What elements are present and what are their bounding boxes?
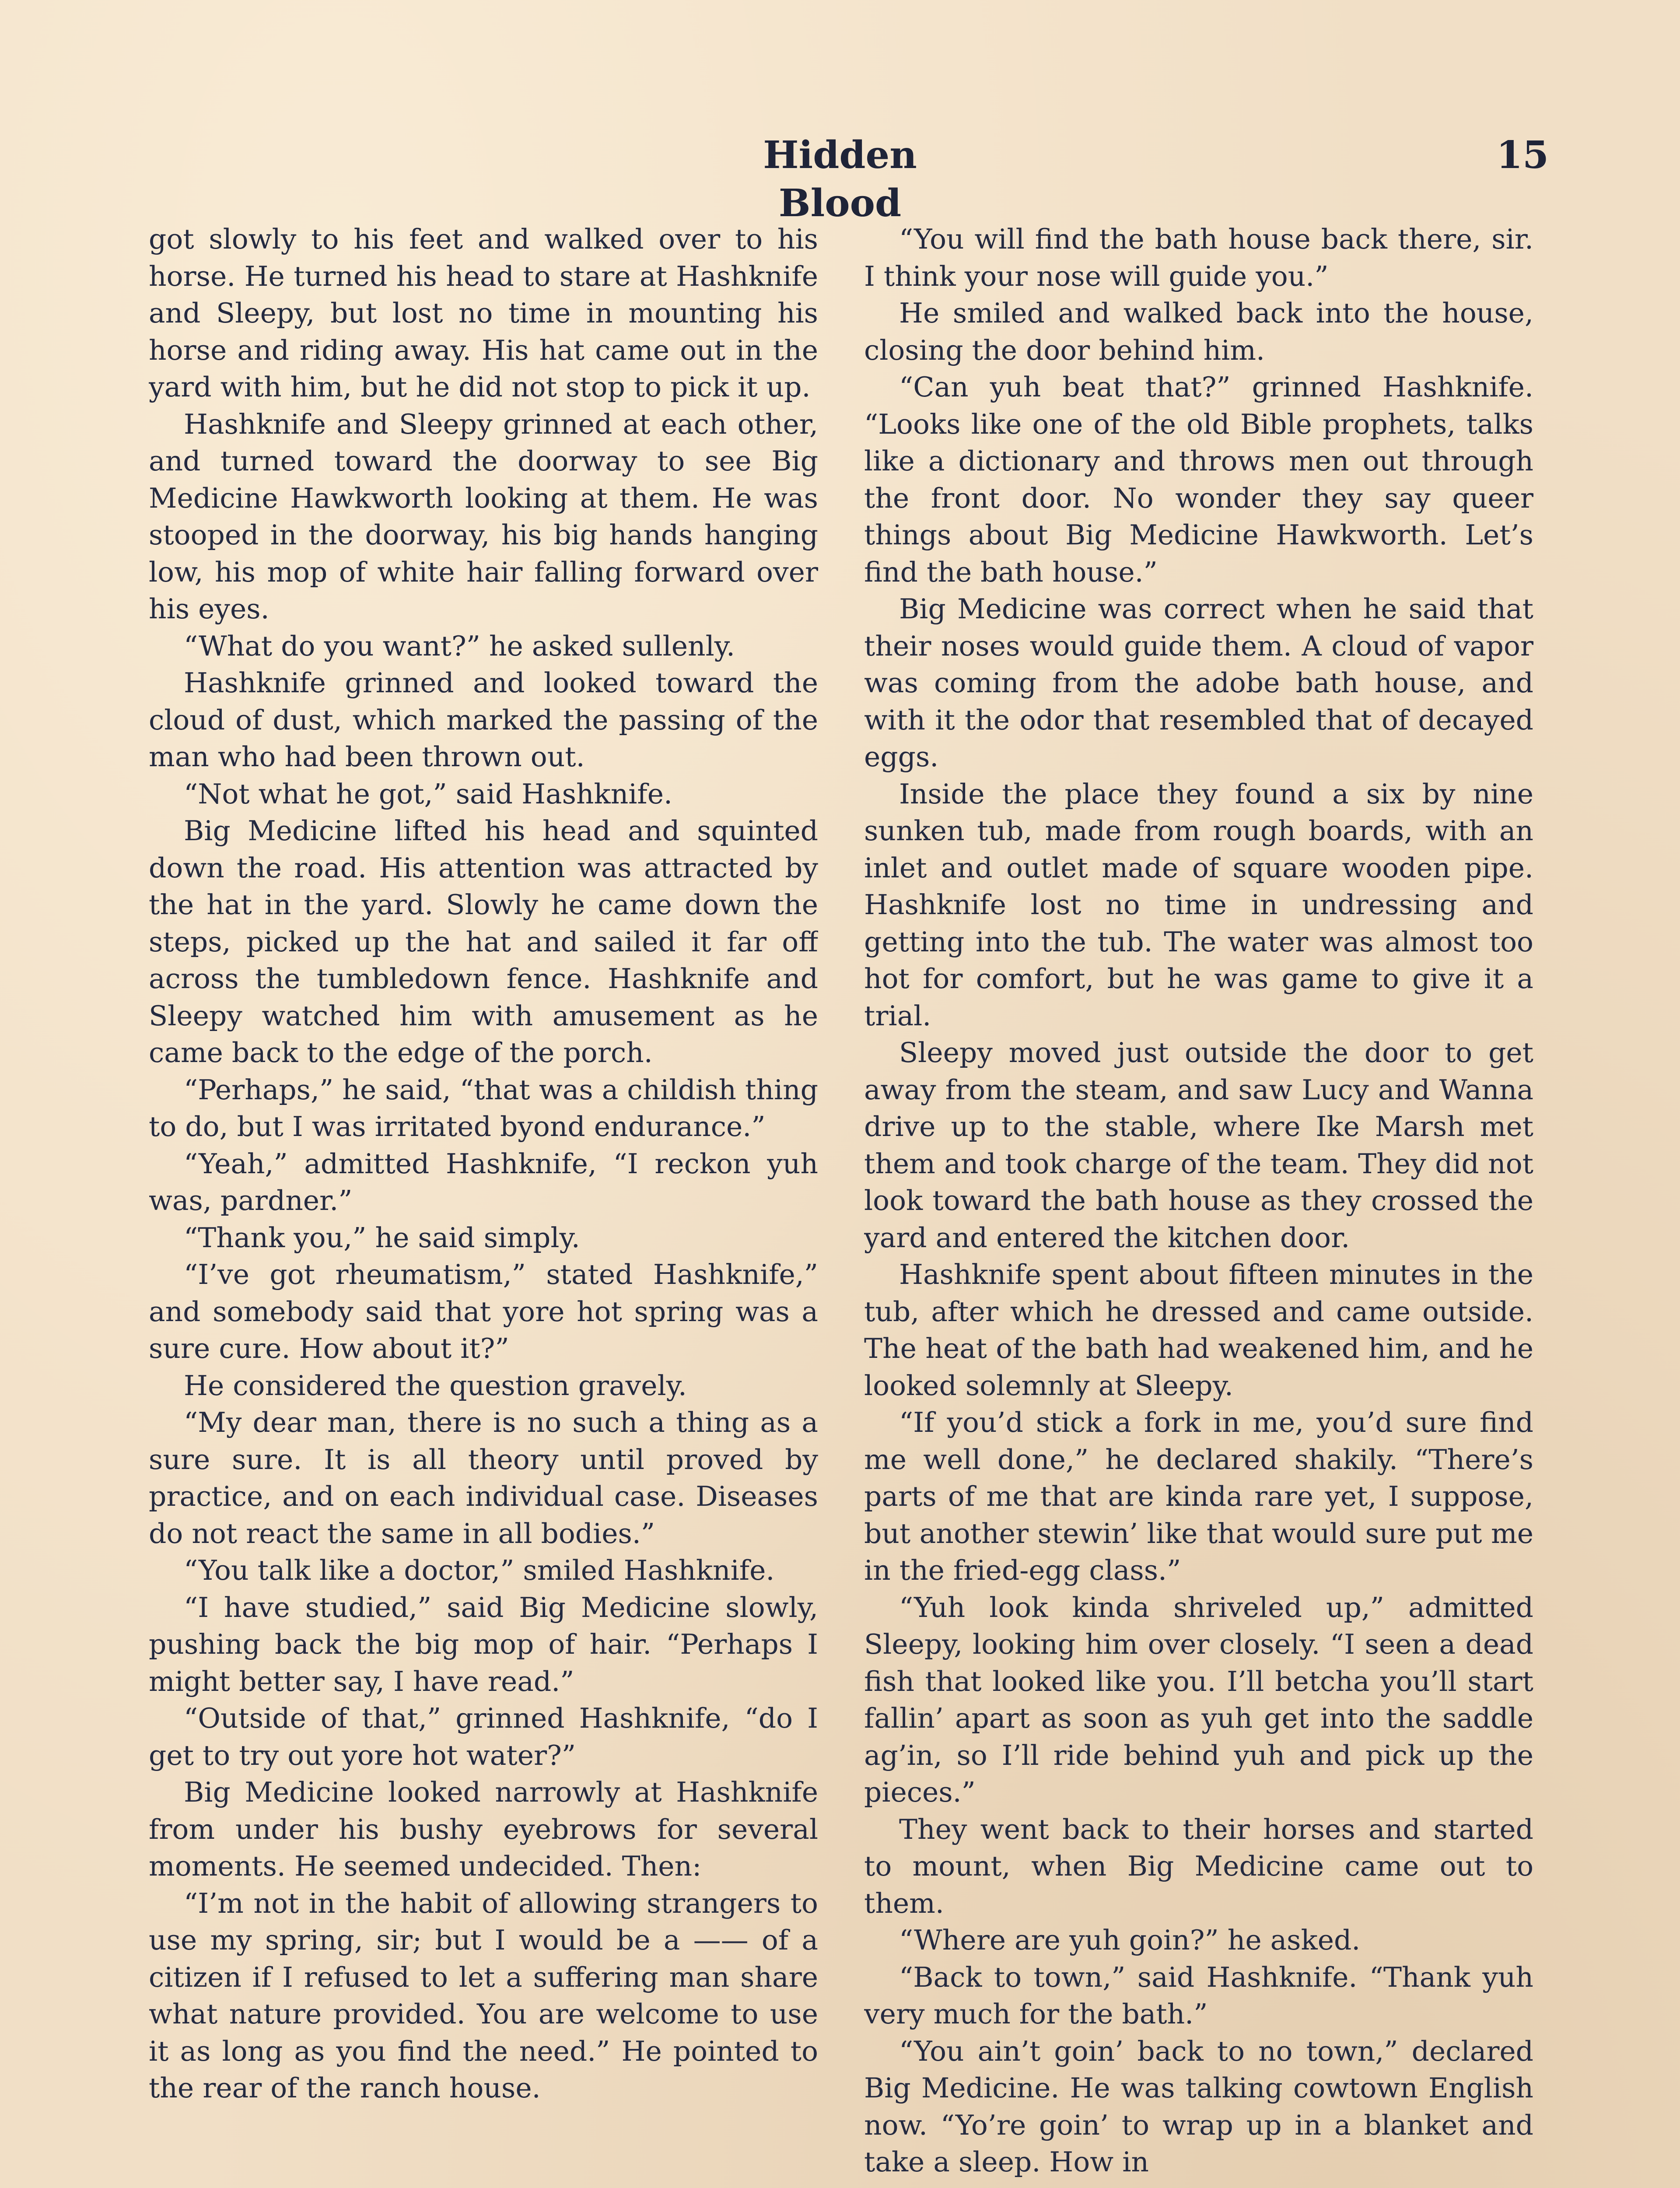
- paragraph: “You will find the bath house back there, sir. I think your nose will guide you.”: [864, 223, 1533, 292]
- paragraph: “Yuh look kinda shriveled up,” admitted Sleepy, looking him over closely. “I seen a dead fish that looked like you. I’ll betcha you’ll start fallin’ apart as soon as yuh get into the saddle ag’in, so I’ll ride behind yuh and pick up the pieces.”: [864, 1591, 1533, 1808]
- paragraph: “You talk like a doctor,” smiled Hashknife.: [184, 1554, 775, 1586]
- left-column: [149, 221, 818, 2188]
- paragraph: “Where are yuh goin?” he asked.: [899, 1924, 1361, 1956]
- paragraph: “If you’d stick a fork in me, you’d sure find me well done,” he declared shakily. “There’s parts of me that are kinda rare yet, I suppose, but another stewin’ like that would sure put me in the fried-egg class.”: [864, 1406, 1533, 1586]
- running-header: [0, 131, 1680, 225]
- paragraph: He considered the question gravely.: [184, 1369, 687, 1402]
- paragraph: “Not what he got,” said Hashknife.: [184, 778, 673, 810]
- paragraph: “What do you want?” he asked sullenly.: [184, 630, 735, 662]
- paragraph: got slowly to his feet and walked over to his horse. He turned his head to stare at Hashknife and Sleepy, but lost no time in mounting his horse and riding away. His hat came out in the yard with him, but he did not stop to pick it up.: [149, 223, 818, 403]
- paragraph: Hashknife spent about fifteen minutes in the tub, after which he dressed and came outside. The heat of the bath had weakened him, and he looked solemnly at Sleepy.: [864, 1259, 1533, 1402]
- paragraph: “My dear man, there is no such a thing as a sure sure. It is all theory until proved by practice, and on each individual case. Diseases do not react the same in all bodies.”: [149, 1406, 818, 1550]
- paragraph: “You ain’t goin’ back to no town,” declared Big Medicine. He was talking cowtown English now. “Yo’re goin’ to wrap up in a blanket and take a sleep. How in: [864, 2035, 1533, 2178]
- paragraph: “I have studied,” said Big Medicine slowly, pushing back the big mop of hair. “Perhaps I might better say, I have read.”: [149, 1591, 818, 1697]
- paragraph: Sleepy moved just outside the door to get away from the steam, and saw Lucy and Wanna drive up to the stable, where Ike Marsh met them and took charge of the team. They did not look toward the bath house as they crossed the yard and entered the kitchen door.: [864, 1037, 1533, 1254]
- paragraph: “Can yuh beat that?” grinned Hashknife. “Looks like one of the old Bible prophets, talks like a dictionary and throws men out through the front door. No wonder they say queer things about Big Medicine Hawkworth. Let’s find the bath house.”: [864, 371, 1533, 588]
- paragraph: “I’m not in the habit of allowing strangers to use my spring, sir; but I would be a —— of a citizen if I refused to let a suffering man share what nature provided. You are welcome to use it as long as you find the need.” He pointed to the rear of the ranch house.: [149, 1887, 818, 2104]
- right-column: [864, 221, 1533, 2188]
- paragraph: Big Medicine lifted his head and squinted down the road. His attention was attracted by the hat in the yard. Slowly he came down the steps, picked up the hat and sailed it far off across the tumbledown fence. Hashknife and Sleepy watched him with amusement as he came back to the edge of the porch.: [149, 815, 818, 1069]
- paragraph: Big Medicine was correct when he said that their noses would guide them. A cloud of vapor was coming from the adobe bath house, and with it the odor that resembled that of decayed eggs.: [864, 593, 1533, 773]
- paragraph: Hashknife and Sleepy grinned at each other, and turned toward the doorway to see Big Medicine Hawkworth looking at them. He was stooped in the doorway, his big hands hanging low, his mop of white hair falling forward over his eyes.: [149, 408, 818, 625]
- running-title: Hidden Blood: [763, 133, 917, 225]
- paragraph: “Thank you,” he said simply.: [184, 1221, 580, 1254]
- paragraph: They went back to their horses and started to mount, when Big Medicine came out to them.: [864, 1813, 1533, 1919]
- paragraph: “I’ve got rheumatism,” stated Hashknife,” and somebody said that yore hot spring was a sure cure. How about it?”: [149, 1259, 818, 1364]
- paragraph: He smiled and walked back into the house, closing the door behind him.: [864, 297, 1533, 366]
- paragraph: “Back to town,” said Hashknife. “Thank yuh very much for the bath.”: [864, 1961, 1533, 2030]
- paragraph: “Perhaps,” he said, “that was a childish thing to do, but I was irritated byond endurance.”: [149, 1073, 818, 1143]
- paragraph: Big Medicine looked narrowly at Hashknife from under his bushy eyebrows for several moments. He seemed undecided. Then:: [149, 1776, 818, 1882]
- paragraph: “Yeah,” admitted Hashknife, “I reckon yuh was, pardner.”: [149, 1147, 818, 1217]
- page-number: 15: [1496, 133, 1549, 177]
- paragraph: Inside the place they found a six by nine sunken tub, made from rough boards, with an inlet and outlet made of square wooden pipe. Hashknife lost no time in undressing and getting into the tub. The water was almost too hot for comfort, but he was game to give it a trial.: [864, 778, 1533, 1032]
- paragraph: “Outside of that,” grinned Hashknife, “do I get to try out yore hot water?”: [149, 1702, 818, 1771]
- paragraph: Hashknife grinned and looked toward the cloud of dust, which marked the passing of the man who had been thrown out.: [149, 667, 818, 773]
